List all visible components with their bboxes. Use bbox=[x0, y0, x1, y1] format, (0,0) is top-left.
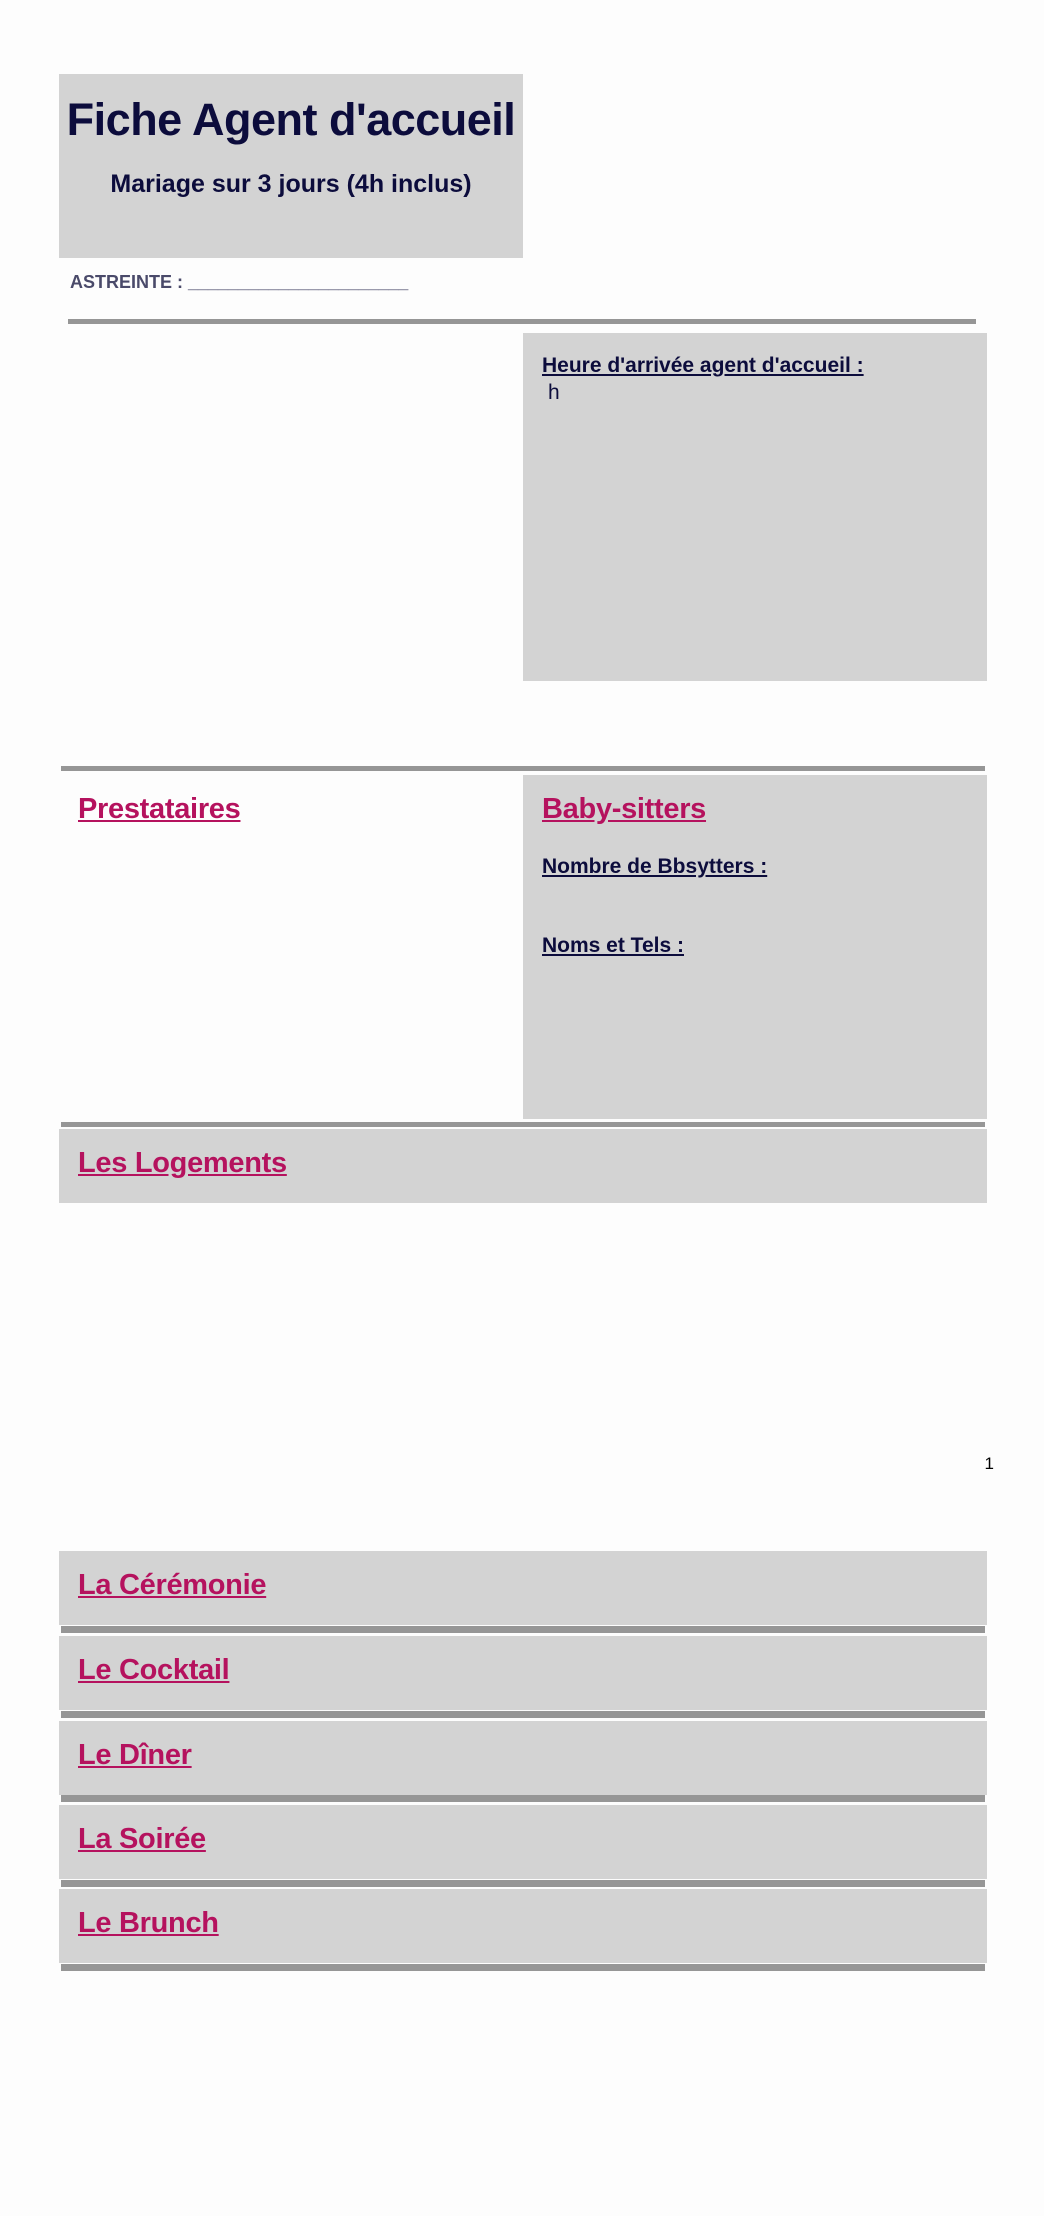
arrival-value: h bbox=[548, 381, 560, 404]
divider bbox=[61, 1964, 985, 1971]
babysitters-names-label: Noms et Tels : bbox=[542, 934, 684, 957]
divider bbox=[61, 1880, 985, 1887]
page-title: Fiche Agent d'accueil bbox=[66, 94, 516, 145]
divider bbox=[61, 1795, 985, 1802]
babysitters-heading: Baby-sitters bbox=[542, 793, 707, 825]
cocktail-heading: Le Cocktail bbox=[78, 1654, 230, 1686]
divider bbox=[61, 1122, 985, 1127]
divider bbox=[61, 1626, 985, 1633]
soiree-section bbox=[59, 1805, 987, 1879]
page-subtitle: Mariage sur 3 jours (4h inclus) bbox=[110, 170, 472, 198]
prestataires-panel bbox=[59, 775, 523, 1119]
brunch-section bbox=[59, 1889, 987, 1963]
diner-heading: Le Dîner bbox=[78, 1739, 192, 1771]
divider bbox=[61, 766, 985, 771]
prestataires-heading: Prestataires bbox=[78, 793, 241, 825]
title-box bbox=[59, 74, 523, 258]
astreinte-line: ASTREINTE : ______________________ bbox=[70, 272, 409, 292]
brunch-heading: Le Brunch bbox=[78, 1907, 219, 1939]
cocktail-section bbox=[59, 1636, 987, 1710]
logements-heading: Les Logements bbox=[78, 1147, 287, 1179]
arrival-panel bbox=[523, 333, 987, 681]
ceremonie-heading: La Cérémonie bbox=[78, 1569, 267, 1601]
arrival-label: Heure d'arrivée agent d'accueil : bbox=[542, 354, 864, 377]
diner-section bbox=[59, 1721, 987, 1795]
divider bbox=[68, 319, 976, 324]
logements-section bbox=[59, 1129, 987, 1203]
page-number: 1 bbox=[984, 1454, 994, 1473]
divider bbox=[61, 1711, 985, 1718]
babysitters-count-label: Nombre de Bbsytters : bbox=[542, 855, 768, 878]
soiree-heading: La Soirée bbox=[78, 1823, 206, 1855]
babysitters-panel bbox=[523, 775, 987, 1119]
ceremonie-section bbox=[59, 1551, 987, 1625]
